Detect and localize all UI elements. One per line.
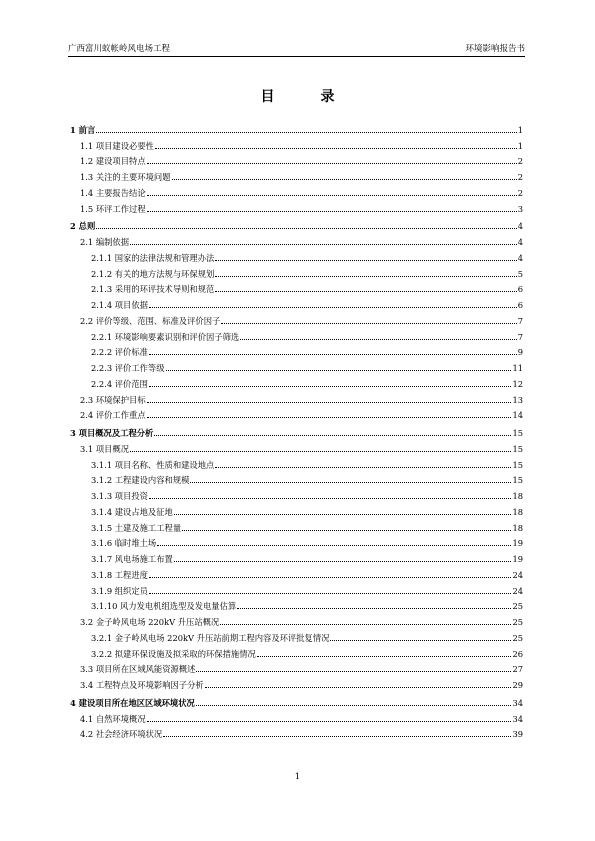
toc-entry[interactable]: [70, 135, 523, 151]
toc-entry-page: 6: [517, 284, 523, 295]
toc-entry-page: 25: [512, 617, 523, 627]
toc-entry-label: 2.1.2 有关的地方法规与环保规划: [91, 268, 215, 279]
toc-entry[interactable]: [70, 611, 523, 627]
page-title: 目 录: [260, 89, 351, 105]
toc-leader-dots: [149, 307, 517, 308]
toc-entry[interactable]: [70, 708, 523, 724]
toc-leader-dots: [166, 370, 512, 371]
toc-entry[interactable]: [70, 326, 523, 342]
toc-entry[interactable]: [70, 389, 523, 405]
toc-entry-page: 24: [512, 569, 523, 580]
toc-entry[interactable]: [70, 216, 523, 232]
toc-leader-dots: [147, 417, 512, 418]
page-number: 1: [294, 772, 301, 782]
toc-entry-label: 3.4 工程特点及环境影响因子分析: [80, 680, 204, 690]
toc-entry[interactable]: [70, 119, 523, 135]
toc-entry-page: 4: [517, 237, 523, 247]
toc-leader-dots: [155, 148, 517, 149]
toc-leader-dots: [215, 260, 516, 261]
toc-leader-dots: [157, 545, 511, 546]
toc-entry-label: 4.2 社会经济环境状况: [80, 729, 163, 740]
toc-entry-label: 1.2 建设项目特点: [80, 156, 146, 167]
toc-entry-label: 3.1.10 风力发电机组选型及发电量估算: [91, 601, 237, 612]
toc-entry-label: 2.1 编制依据: [80, 237, 130, 247]
toc-entry-page: 12: [512, 378, 523, 389]
toc-entry-label: 2.2.3 评价工作等级: [91, 363, 165, 373]
toc-entry-page: 19: [512, 538, 523, 549]
toc-entry-page: 2: [517, 156, 523, 167]
toc-leader-dots: [174, 561, 512, 562]
toc-entry-label: 2.1.3 采用的环评技术导则和规范: [91, 284, 215, 295]
toc-leader-dots: [96, 132, 516, 133]
toc-entry[interactable]: [70, 422, 523, 438]
toc-leader-dots: [182, 530, 511, 531]
toc-entry-page: 29: [512, 680, 523, 690]
toc-entry-page: 3: [517, 203, 523, 214]
toc-leader-dots: [215, 291, 516, 292]
toc-entry[interactable]: [70, 533, 523, 549]
toc-entry-label: 2.2.2 评价标准: [91, 347, 148, 358]
toc-entry-label: 3.1.9 组织定员: [91, 585, 148, 596]
toc-entry-page: 18: [512, 506, 523, 517]
toc-entry-label: 1.3 关注的主要环境问题: [80, 172, 171, 182]
toc-leader-dots: [147, 402, 512, 403]
toc-leader-dots: [149, 577, 512, 578]
toc-entry-page: 9: [517, 347, 523, 358]
toc-entry-page: 39: [512, 729, 523, 740]
toc-leader-dots: [220, 624, 511, 625]
toc-entry-page: 34: [512, 697, 523, 708]
toc-leader-dots: [257, 656, 512, 657]
page-header: [68, 40, 525, 54]
toc-entry[interactable]: [70, 643, 523, 659]
toc-entry[interactable]: [70, 310, 523, 326]
toc-entry-page: 27: [512, 664, 523, 675]
toc-entry-page: 15: [512, 475, 523, 486]
toc-entry[interactable]: [70, 454, 523, 470]
toc-entry-label: 2.2.1 环境影响要素识别和评价因子筛选: [91, 331, 240, 342]
table-of-contents: [70, 117, 523, 739]
toc-entry[interactable]: [70, 580, 523, 596]
toc-entry-page: 2: [517, 187, 523, 198]
toc-entry[interactable]: [70, 247, 523, 263]
toc-entry[interactable]: [70, 279, 523, 295]
toc-entry[interactable]: [70, 438, 523, 454]
toc-entry-page: 15: [512, 443, 523, 454]
toc-leader-dots: [237, 608, 511, 609]
toc-entry-label: 3.1.3 项目投资: [91, 491, 148, 501]
toc-entry[interactable]: [70, 674, 523, 690]
toc-leader-dots: [149, 593, 512, 594]
toc-leader-dots: [149, 354, 517, 355]
toc-entry[interactable]: [70, 692, 523, 708]
toc-entry-label: 3.1 项目概况: [80, 443, 130, 454]
toc-entry-label: 3.2.1 金子岭风电场 220kV 升压站前期工程内容及环评批复情况: [91, 632, 330, 643]
toc-entry[interactable]: [70, 564, 523, 580]
toc-leader-dots: [147, 721, 512, 722]
toc-leader-dots: [190, 482, 511, 483]
toc-leader-dots: [330, 640, 511, 641]
toc-leader-dots: [130, 451, 511, 452]
toc-entry[interactable]: [70, 182, 523, 198]
toc-entry[interactable]: [70, 724, 523, 740]
toc-entry[interactable]: [70, 357, 523, 373]
toc-leader-dots: [240, 339, 517, 340]
toc-entry-label: 3.2.2 拟建环保设施及拟采取的环保措施情况: [91, 648, 256, 659]
toc-entry-page: 2: [517, 172, 523, 182]
toc-entry-page: 34: [512, 713, 523, 724]
toc-entry-page: 7: [517, 331, 523, 342]
toc-leader-dots: [221, 323, 516, 324]
toc-leader-dots: [196, 671, 511, 672]
toc-entry-label: 3.2 金子岭风电场 220kV 升压站概况: [80, 617, 220, 627]
toc-entry-page: 24: [512, 585, 523, 596]
toc-entry[interactable]: [70, 231, 523, 247]
toc-leader-dots: [147, 195, 517, 196]
toc-entry-page: 25: [512, 632, 523, 643]
toc-entry-page: 19: [512, 554, 523, 564]
header-document-type: 环境影响报告书: [465, 44, 525, 54]
toc-entry-label: 3.1.7 风电场施工布置: [91, 554, 173, 564]
toc-entry-label: 3.1.5 土建及施工工程量: [91, 522, 182, 533]
toc-entry-label: 2 总则: [70, 221, 96, 232]
toc-entry-label: 1 前言: [70, 124, 96, 135]
toc-entry-page: 6: [517, 300, 523, 310]
toc-entry-label: 3 项目概况及工程分析: [70, 428, 154, 438]
toc-leader-dots: [174, 514, 512, 515]
toc-leader-dots: [215, 467, 511, 468]
toc-leader-dots: [130, 244, 517, 245]
toc-entry-page: 15: [512, 428, 523, 438]
toc-entry[interactable]: [70, 501, 523, 517]
toc-entry[interactable]: [70, 342, 523, 358]
toc-entry[interactable]: [70, 151, 523, 167]
toc-entry-page: 1: [517, 140, 523, 151]
toc-entry[interactable]: [70, 659, 523, 675]
toc-entry[interactable]: [70, 405, 523, 421]
toc-entry-page: 11: [512, 363, 523, 373]
toc-leader-dots: [172, 179, 517, 180]
toc-entry-label: 2.2 评价等级、范围、标准及评价因子: [80, 315, 221, 326]
toc-entry[interactable]: [70, 263, 523, 279]
toc-entry[interactable]: [70, 548, 523, 564]
toc-entry-label: 2.3 环境保护目标: [80, 394, 146, 405]
toc-entry[interactable]: [70, 294, 523, 310]
toc-entry-label: 1.1 项目建设必要性: [80, 140, 154, 151]
toc-entry-label: 3.1.2 工程建设内容和规模: [91, 475, 190, 486]
toc-entry[interactable]: [70, 596, 523, 612]
header-project-name: 广西富川蚁帐岭风电场工程: [68, 44, 171, 54]
toc-leader-dots: [215, 276, 516, 277]
toc-entry-page: 18: [512, 522, 523, 533]
toc-entry-label: 3.1.6 临时堆土场: [91, 538, 157, 549]
toc-entry[interactable]: [70, 470, 523, 486]
toc-entry-label: 2.4 评价工作重点: [80, 410, 146, 421]
toc-entry[interactable]: [70, 373, 523, 389]
header-divider: [68, 56, 525, 57]
toc-entry-page: 7: [517, 315, 523, 326]
toc-leader-dots: [149, 498, 512, 499]
toc-entry-label: 1.4 主要报告结论: [80, 187, 146, 198]
toc-entry-page: 1: [517, 124, 523, 135]
toc-entry-label: 2.1.4 项目依据: [91, 300, 148, 310]
toc-entry-label: 2.2.4 评价范围: [91, 378, 148, 389]
toc-entry[interactable]: [70, 627, 523, 643]
toc-entry-label: 1.5 环评工作过程: [80, 203, 146, 214]
toc-entry-page: 15: [512, 459, 523, 470]
toc-entry-page: 13: [512, 394, 523, 405]
toc-leader-dots: [149, 386, 512, 387]
toc-entry-page: 4: [517, 221, 523, 232]
toc-entry-page: 14: [512, 410, 523, 421]
toc-entry-label: 3.1.4 建设占地及征地: [91, 506, 173, 517]
toc-entry-page: 25: [512, 601, 523, 612]
toc-leader-dots: [196, 705, 512, 706]
toc-leader-dots: [205, 687, 512, 688]
toc-leader-dots: [147, 163, 517, 164]
toc-entry[interactable]: [70, 166, 523, 182]
toc-entry-label: 4 建设项目所在地区区域环境状况: [70, 697, 195, 708]
toc-leader-dots: [154, 435, 511, 436]
toc-leader-dots: [96, 228, 516, 229]
toc-entry[interactable]: [70, 517, 523, 533]
toc-entry-page: 18: [512, 491, 523, 501]
toc-entry-page: 26: [512, 648, 523, 659]
toc-entry-page: 4: [517, 252, 523, 263]
toc-entry-label: 2.1.1 国家的法律法规和管理办法: [91, 252, 215, 263]
toc-entry-label: 3.1.1 项目名称、性质和建设地点: [91, 459, 215, 470]
toc-entry-page: 5: [517, 268, 523, 279]
toc-leader-dots: [147, 211, 517, 212]
toc-entry-label: 3.1.8 工程进度: [91, 569, 148, 580]
toc-entry-label: 4.1 自然环境概况: [80, 713, 146, 724]
toc-leader-dots: [163, 736, 511, 737]
toc-entry[interactable]: [70, 485, 523, 501]
toc-entry-label: 3.3 项目所在区域风能资源概述: [80, 664, 196, 675]
toc-entry[interactable]: [70, 198, 523, 214]
